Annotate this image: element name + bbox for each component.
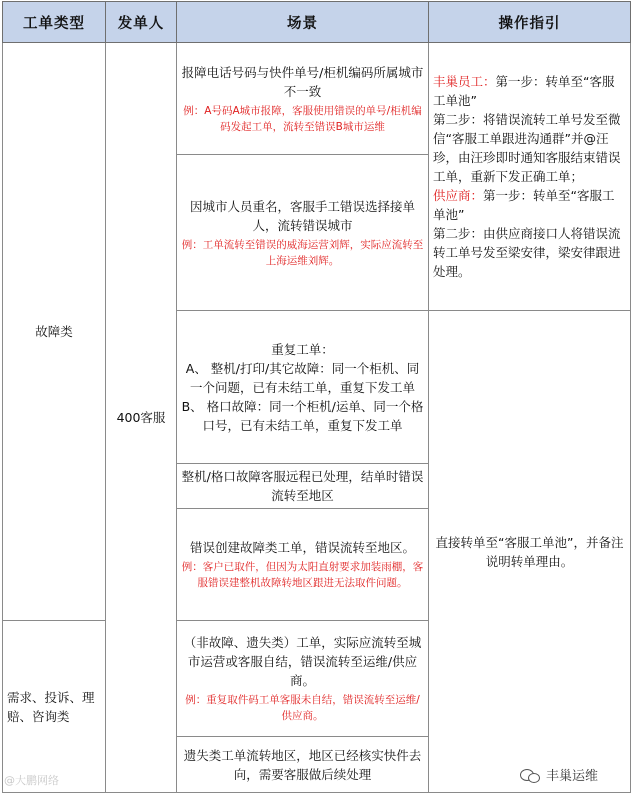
scene-example: 例：A号码A城市报障，客服使用错误的单号/柜机编码发起工单，流转至错误B城市运维 (183, 104, 422, 133)
watermark-right (520, 765, 598, 784)
guide-staff-step2: 第二步：将错误流转工单号发至微信“客服工单跟进沟通群”并@汪珍，由汪珍即时通知客服结束错误工单，重新下发正确工单； (433, 112, 621, 184)
scene-cell: 遗失类工单流转地区，地区已经核实快件去向，需要客服做后续处理 (177, 737, 429, 793)
scene-cell (177, 43, 429, 155)
guide-cell-second: 直接转单至“客服工单池”，并备注说明转单理由。 (429, 311, 631, 793)
issuer-cell: 400客服 (106, 43, 177, 793)
header-guide: 操作指引 (429, 2, 631, 43)
scene-text: 错误创建故障类工单，错误流转至地区。 (189, 540, 415, 555)
scene-text: 因城市人员重名，客服手工错误选择接单人，流转错误城市 (189, 198, 415, 233)
guide-staff-label: 丰巢员工： (433, 74, 496, 89)
watermark-right-text: 丰巢运维 (545, 769, 598, 784)
scene-cell (177, 311, 429, 464)
guide-vendor-step2: 第二步：由供应商接口人将错误流转工单号发至梁安律，梁安律跟进处理。 (433, 226, 621, 279)
work-order-guide-table (2, 1, 631, 793)
header-scene: 场景 (177, 2, 429, 43)
wechat-icon (520, 767, 540, 783)
header-issuer: 发单人 (106, 2, 177, 43)
scene-cell: 整机/格口故障客服远程已处理，结单时错误流转至地区 (177, 464, 429, 509)
scene-line: A、 整机/打印/其它故障：同一个柜机、同一个问题，已有未结工单，重复下发工单 (185, 360, 420, 395)
watermark-left: @大鹏网络 (4, 774, 59, 787)
type-cell-fault: 故障类 (3, 43, 106, 621)
guide-vendor-step1: 第一步：转单至“客服工单池” (433, 188, 615, 222)
scene-line: B、 格口故障：同一个柜机/运单、同一个格口号，已有未结工单，重复下发工单 (181, 398, 424, 433)
guide-vendor-label: 供应商： (433, 188, 484, 203)
guide-staff-step1: 第一步：转单至“客服工单池” (433, 74, 615, 108)
scene-example: 例：工单流转至错误的威海运营刘辉，实际应流转至上海运维刘辉。 (181, 238, 424, 267)
scene-text: 报障电话号码与快件单号/柜机编码所属城市不一致 (181, 64, 424, 99)
scene-example: 例：重复取件码工单客服未自结，错误流转至运维/供应商。 (185, 694, 420, 722)
scene-cell (177, 155, 429, 311)
guide-cell-first (429, 43, 631, 311)
scene-text: （非故障、遗失类）工单，实际应流转至城市运营或客服自结，错误流转至运维/供应商。 (183, 635, 422, 688)
type-cell-demand: 需求、投诉、理赔、咨询类 (3, 621, 106, 793)
header-type: 工单类型 (3, 2, 106, 43)
scene-cell (177, 509, 429, 621)
scene-example: 例：客户已取件，但因为太阳直射要求加装雨棚，客服错误建整机故障转地区跟进无法取件问题。 (181, 561, 424, 589)
table-row (3, 43, 631, 155)
scene-line: 重复工单： (271, 341, 334, 357)
header-row (3, 2, 631, 43)
scene-cell (177, 621, 429, 737)
